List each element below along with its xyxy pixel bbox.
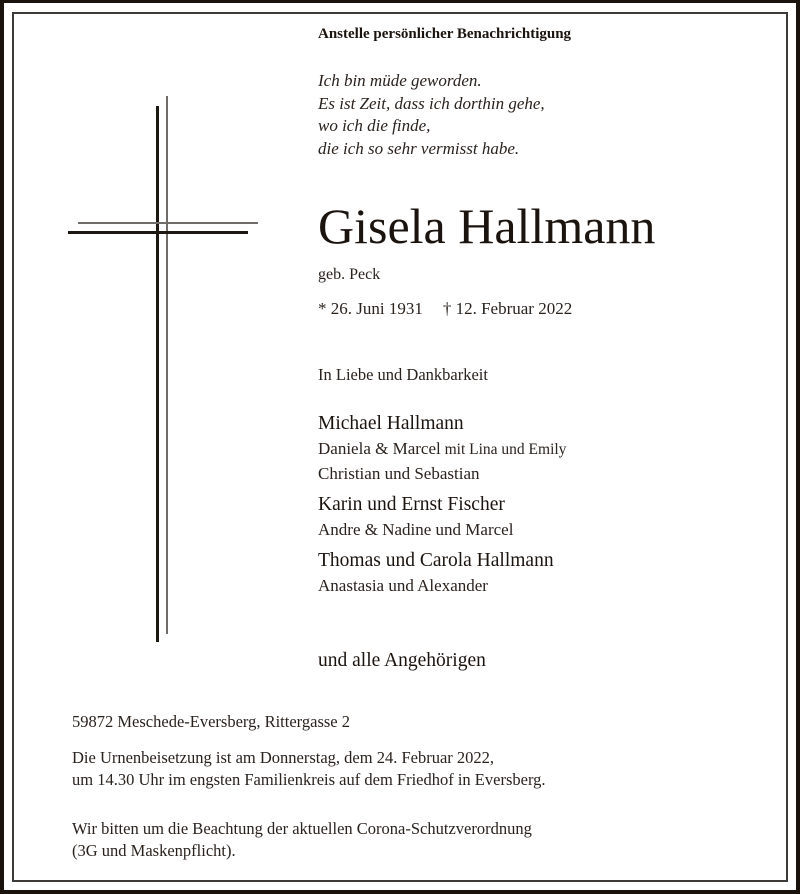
mourner-group [318, 411, 566, 486]
poem-line: wo ich die finde, [318, 116, 431, 135]
notice-line: (3G und Maskenpflicht). [72, 841, 236, 860]
burial-line: Die Urnenbeisetzung ist am Donnerstag, dem 24. Februar 2022, [72, 748, 495, 767]
cross-vertical-thin [166, 96, 168, 634]
mourners-intro: In Liebe und Dankbarkeit [318, 365, 488, 384]
mourner-sub: Andre & Nadine und Marcel [318, 520, 514, 539]
poem-line: die ich so sehr vermisst habe. [318, 138, 520, 158]
deceased-name: Gisela Hallmann [318, 198, 656, 254]
poem [318, 70, 545, 160]
birth-date: * 26. Juni 1931 [318, 299, 423, 318]
mourner-sub-text: Daniela & Marcel [318, 439, 441, 458]
cross-horizontal-thin [78, 222, 258, 224]
mourners-closing: und alle Angehörigen [318, 650, 486, 671]
notice-line: Wir bitten um die Beachtung der aktuellen Corona-Schutzverordnung [72, 819, 532, 838]
mourner-main: Thomas und Carola Hallmann [318, 550, 554, 571]
mourner-sub [318, 437, 566, 462]
mourner-main: Michael Hallmann [318, 413, 464, 434]
mourner-sub: Anastasia und Alexander [318, 576, 488, 595]
death-date: † 12. Februar 2022 [442, 299, 573, 318]
corona-notice [72, 818, 532, 862]
life-dates [318, 300, 572, 317]
mourner-group [318, 548, 566, 598]
notice-header: Anstelle persönlicher Benachrichtigung [318, 26, 572, 42]
address: 59872 Meschede-Eversberg, Rittergasse 2 [72, 712, 350, 731]
cross-horizontal-thick [68, 231, 248, 234]
cross-vertical-thick [156, 106, 159, 642]
poem-line: Es ist Zeit, dass ich dorthin gehe, [318, 93, 545, 113]
mourner-sub: Christian und Sebastian [318, 464, 480, 483]
burial-line: um 14.30 Uhr im engsten Familienkreis auf dem Friedhof in Eversberg. [72, 770, 546, 789]
mourners-list [318, 411, 566, 604]
mourner-group [318, 492, 566, 542]
mourner-sub-extra: mit Lina und Emily [440, 441, 567, 458]
maiden-name: geb. Peck [318, 266, 381, 283]
obituary-page [4, 3, 796, 890]
burial-info [72, 747, 546, 791]
mourner-main: Karin und Ernst Fischer [318, 494, 505, 515]
poem-line: Ich bin müde geworden. [318, 71, 482, 90]
